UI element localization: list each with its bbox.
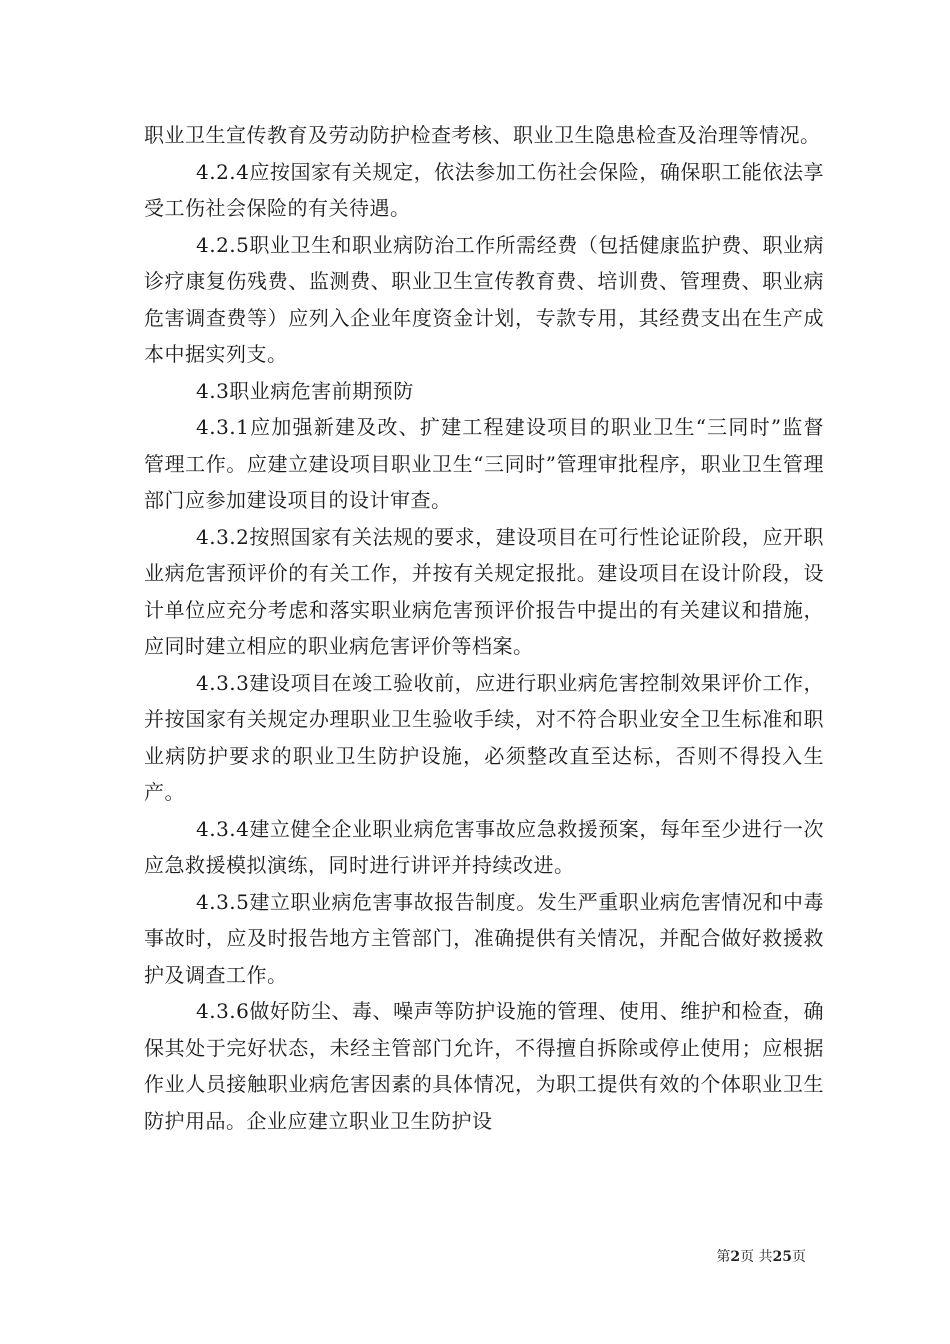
paragraph-6: 4.3.2按照国家有关法规的要求，建设项目在可行性论证阶段，应开职业病危害预评价的有关工作，并按有关规定报批。建设项目在设计阶段，设计单位应充分考虑和落实职业病危害预评价报告中提出的有关建议和措施，应同时建立相应的职业病危害评价等档案。	[144, 524, 824, 658]
footer-middle: 页 共	[740, 1249, 773, 1265]
document-body	[144, 117, 824, 1139]
paragraph-9: 4.3.5建立职业病危害事故报告制度。发生严重职业病危害情况和中毒事故时，应及时报告地方主管部门，准确提供有关情况，并配合做好救援救护及调查工作。	[144, 889, 824, 987]
paragraph-7: 4.3.3建设项目在竣工验收前，应进行职业病危害控制效果评价工作，并按国家有关规定办理职业卫生验收手续，对不符合职业安全卫生标准和职业病防护要求的职业卫生防护设施，必须整改直至达标，否则不得投入生产。	[144, 670, 824, 804]
paragraph-10: 4.3.6做好防尘、毒、噪声等防护设施的管理、使用、维护和检查，确保其处于完好状态，未经主管部门允许，不得擅自拆除或停止使用；应根据作业人员接触职业病危害因素的具体情况，为职工提供有效的个体职业卫生防护用品。企业应建立职业卫生防护设	[144, 999, 824, 1133]
paragraph-3: 4.2.5职业卫生和职业病防治工作所需经费（包括健康监护费、职业病诊疗康复伤残费、监测费、职业卫生宣传教育费、培训费、管理费、职业病危害调查费等）应列入企业年度资金计划，专款专用，其经费支出在生产成本中据实列支。	[144, 232, 824, 366]
paragraph-1: 职业卫生宣传教育及劳动防护检查考核、职业卫生隐患检查及治理等情况。	[144, 123, 821, 147]
footer-total-pages: 25	[772, 1249, 792, 1265]
footer-suffix: 页	[792, 1249, 806, 1265]
section-heading: 4.3职业病危害前期预防	[196, 378, 414, 403]
page-footer	[0, 1248, 806, 1266]
paragraph-8: 4.3.4建立健全企业职业病危害事故应急救援预案，每年至少进行一次应急救援模拟演练，同时进行讲评并持续改进。	[144, 816, 824, 877]
paragraph-5: 4.3.1应加强新建及改、扩建工程建设项目的职业卫生“三同时”监督管理工作。应建立建设项目职业卫生“三同时”管理审批程序，职业卫生管理部门应参加建设项目的设计审查。	[144, 415, 824, 512]
footer-prefix: 第	[716, 1249, 731, 1265]
paragraph-2: 4.2.4应按国家有关规定，依法参加工伤社会保险，确保职工能依法享受工伤社会保险的有关待遇。	[144, 159, 824, 220]
footer-page-number: 2	[730, 1249, 741, 1265]
